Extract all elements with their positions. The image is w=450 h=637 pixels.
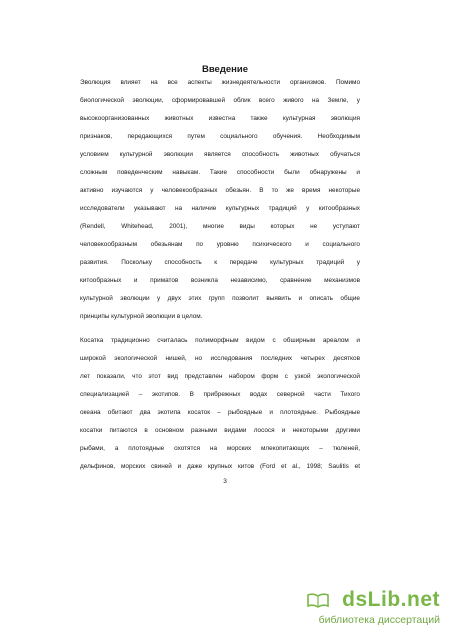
page-number: 3 — [223, 478, 227, 485]
text-line: (Rendell, Whitehead, 2001), многие виды которых не уступают — [80, 223, 360, 230]
text-line: признаков, передающихся путем социального обучения. Необходимым — [80, 133, 360, 140]
text-line: рыбами, а плотоядные охотятся на морских млекопитающих – тюленей, — [80, 445, 360, 452]
text-line: широкой экологической нишей, но исследования последних четырех десятков — [80, 355, 360, 362]
text-line: человекообразным обезьянам по уровню психического и социального — [80, 241, 360, 248]
text-line: биологической эволюции, сформировавшей облик всего живого на Земле, у — [80, 97, 360, 104]
text-line: специализацией – экотипов. В прибрежных водах северной части Тихого — [80, 391, 360, 398]
text-line: принципы культурной эволюции в целом. — [80, 313, 203, 320]
text-line: развития. Поскольку способность к передаче культурных традиций у — [80, 259, 360, 266]
logo-tld: .net — [400, 588, 440, 611]
book-icon — [306, 592, 330, 608]
page-title: Введение — [201, 64, 249, 75]
text-line: китообразных и приматов возникла независимо, сравнение механизмов — [80, 277, 360, 284]
text-line: косатки питаются в основном разными видами лосося и некоторыми другими — [80, 427, 360, 434]
text-line: сложным поведенческим навыкам. Такие способности были обнаружены и — [80, 169, 360, 176]
text-line: активно изучаются у человекообразных обезьян. В то же время некоторые — [80, 187, 360, 194]
text-line: культурной эволюции у двух этих групп позволит выявить и описать общие — [80, 295, 360, 302]
text-line: высокоорганизованных животных известна также культурная эволюция — [80, 115, 360, 122]
text-line: Эволюция влияет на все аспекты жизнедеятельности организмов. Помимо — [80, 79, 360, 86]
text-line: Косатка традиционно считалась полиморфным видом с обширным ареалом и — [80, 337, 360, 344]
watermark-subtitle: библиотека диссертаций — [318, 614, 440, 626]
text-line: исследователи указывают на наличие культурных традиций у китообразных — [80, 205, 360, 212]
text-line: дельфинов, морских свиней и даже крупных китов (Ford et al., 1998; Saulitis et — [80, 463, 360, 470]
text-line: лет показали, что этот вид представлен набором форм с узкой экологической — [80, 373, 360, 380]
text-line: океана обитают два экотипа косаток – рыбоядные и плотоядные. Рыбоядные — [80, 409, 360, 416]
logo-main: dsLib — [342, 588, 401, 611]
text-line: условием культурной эволюции является способность животных обучаться — [80, 151, 360, 158]
watermark — [310, 588, 440, 628]
watermark-logo — [342, 588, 440, 612]
